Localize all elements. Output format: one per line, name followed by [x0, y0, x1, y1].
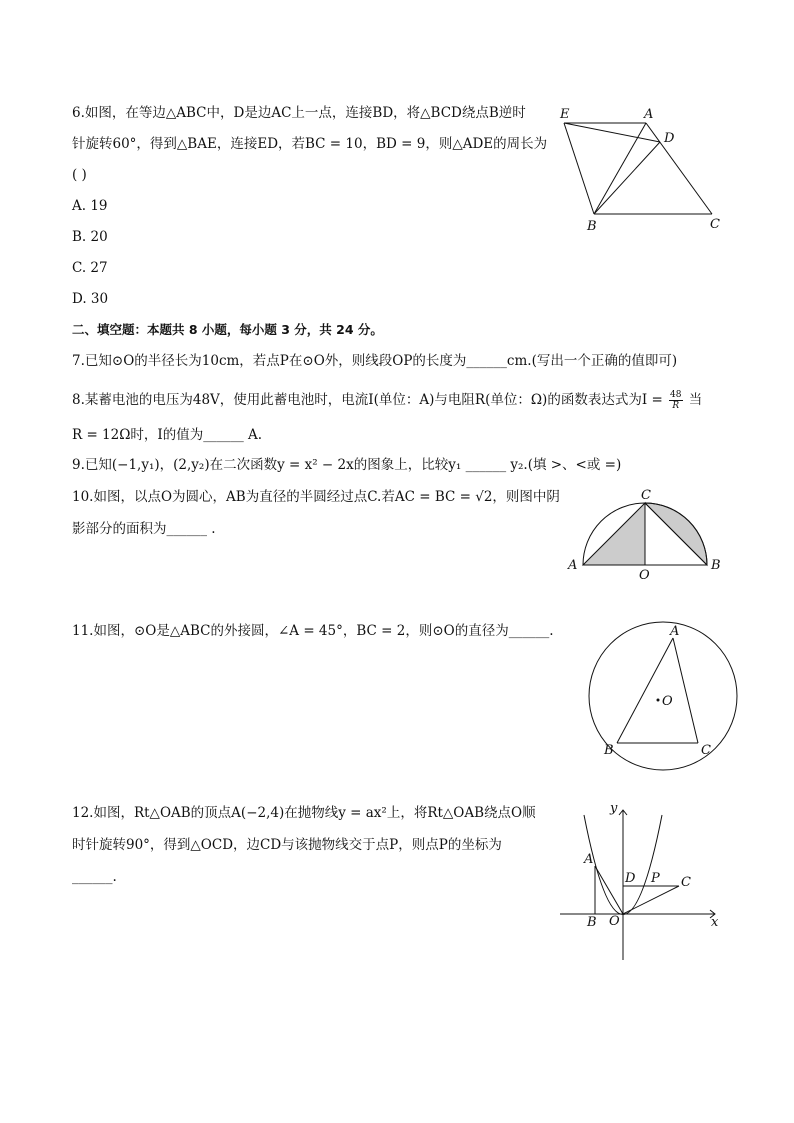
q11-label-b: B	[604, 743, 614, 758]
q12-label-x: x	[711, 915, 719, 930]
q11-label-a: A	[670, 624, 680, 639]
q12-label-y: y	[610, 801, 618, 816]
q6-option-c: C. 27	[72, 260, 108, 276]
q6-label-a: A	[644, 107, 654, 122]
q12-line3: ______.	[72, 869, 117, 885]
q12-label-o: O	[609, 914, 620, 929]
section2-heading: 二、填空题：本题共 8 小题，每小题 3 分，共 24 分。	[72, 322, 383, 337]
q12-line1: 12.如图，Rt△OAB的顶点A(−2,4)在抛物线y = ax²上，将Rt△OAB绕点O顺	[72, 805, 536, 821]
q12-figure	[555, 800, 730, 965]
q6-option-d: D. 30	[72, 291, 109, 307]
q6-option-a: A. 19	[72, 198, 108, 214]
q6-option-b: B. 20	[72, 229, 108, 245]
q12-line2: 时针旋转90°，得到△OCD，边CD与该抛物线交于点P，则点P的坐标为	[72, 837, 502, 853]
q11-figure	[590, 620, 740, 765]
q6-line1: 6.如图，在等边△ABC中，D是边AC上一点，连接BD，将△BCD绕点B逆时	[72, 105, 526, 121]
q6-label-b: B	[587, 219, 597, 234]
q8-line1	[72, 390, 702, 411]
q8-frac-num: 48	[670, 390, 682, 400]
q8-line1-post: 当	[688, 392, 703, 408]
q6-label-d: D	[664, 131, 675, 146]
q11-label-c: C	[701, 743, 711, 758]
q10-label-o: O	[639, 568, 650, 583]
q10-line2: 影部分的面积为______ .	[72, 521, 216, 537]
q10-line1: 10.如图，以点O为圆心，AB为直径的半圆经过点C.若AC = BC = √2，则图中阴	[72, 489, 560, 505]
q8-fraction	[669, 390, 682, 411]
q12-label-c: C	[681, 875, 691, 890]
q7-text: 7.已知⊙O的半径长为10cm，若点P在⊙O外，则线段OP的长度为______cm.(写出一个正确的值即可)	[72, 353, 678, 369]
q11-label-o: O	[662, 694, 673, 709]
q12-label-a: A	[584, 852, 594, 867]
q12-label-p: P	[651, 871, 660, 886]
q8-line1-pre: 8.某蓄电池的电压为48V，使用此蓄电池时，电流I(单位：A)与电阻R(单位：Ω)的函数表达式为I =	[72, 392, 663, 408]
q6-label-e: E	[560, 107, 570, 122]
q12-label-d: D	[625, 871, 636, 886]
q11-line1: 11.如图，⊙O是△ABC的外接圆，∠A = 45°，BC = 2，则⊙O的直径为______.	[72, 623, 554, 639]
q10-label-a: A	[568, 558, 578, 573]
q10-figure	[565, 485, 735, 585]
q8-line2: R = 12Ω时，I的值为______ A.	[72, 427, 263, 443]
q10-label-b: B	[711, 558, 721, 573]
q6-figure	[550, 100, 730, 240]
q6-line2: 针旋转60°，得到△BAE，连接ED，若BC = 10，BD = 9，则△ADE的周长为	[72, 136, 548, 152]
q8-frac-den: R	[672, 401, 680, 411]
q10-label-c: C	[641, 488, 651, 503]
q6-label-c: C	[710, 217, 720, 232]
q12-label-b: B	[587, 915, 597, 930]
q6-line3: ( )	[72, 167, 87, 183]
q9-text: 9.已知(−1,y₁)，(2,y₂)在二次函数y = x² − 2x的图象上，比较y₁ ______ y₂.(填 >、<或 =)	[72, 457, 622, 473]
